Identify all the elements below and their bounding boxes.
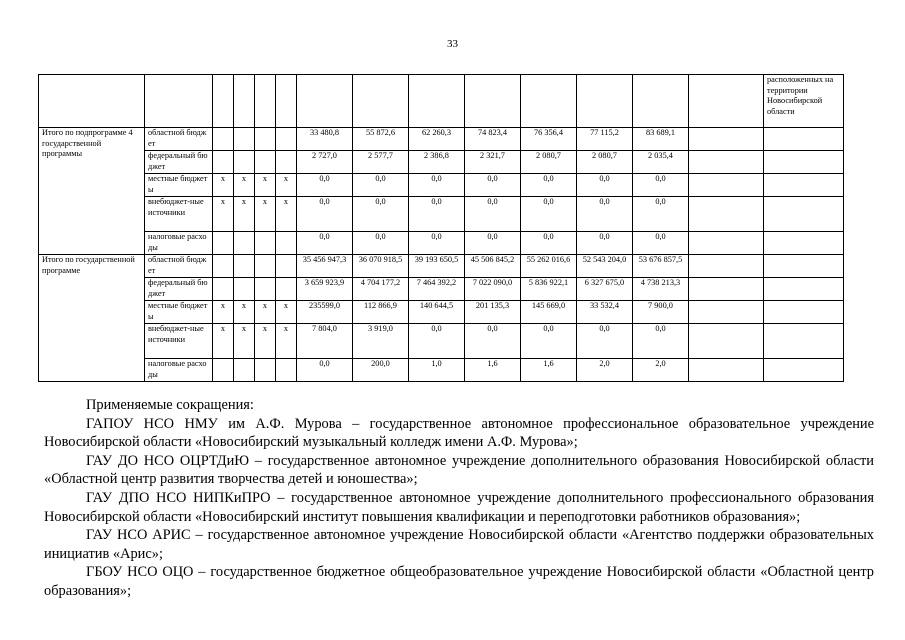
value-cell: 0,0	[409, 324, 465, 359]
table-row	[39, 324, 844, 359]
empty-cell	[764, 255, 844, 278]
funding-source: внебюджет-ные источники	[145, 324, 213, 359]
value-cell: 74 823,4	[465, 128, 521, 151]
x-mark-cell: x	[213, 324, 234, 359]
empty-cell	[689, 128, 764, 151]
value-cell: 76 356,4	[521, 128, 577, 151]
abbreviation-item: ГБОУ НСО ОЦО – государственное бюджетное общеобразовательное учреждение Новосибирской области «Областной центр образования»;	[44, 564, 874, 599]
empty-cell	[764, 278, 844, 301]
funding-source: налоговые расходы	[145, 232, 213, 255]
value-cell: 0,0	[577, 174, 633, 197]
x-mark-cell	[255, 151, 276, 174]
x-mark-cell: x	[234, 301, 255, 324]
empty-cell	[689, 197, 764, 232]
empty-cell	[764, 174, 844, 197]
x-mark-cell	[276, 151, 297, 174]
x-mark-cell	[234, 278, 255, 301]
x-mark-cell	[234, 151, 255, 174]
value-cell: 0,0	[353, 197, 409, 232]
value-cell: 36 070 918,5	[353, 255, 409, 278]
value-cell: 0,0	[465, 174, 521, 197]
value-cell: 0,0	[521, 324, 577, 359]
value-cell: 235599,0	[297, 301, 353, 324]
x-mark-cell: x	[234, 174, 255, 197]
value-cell: 39 193 650,5	[409, 255, 465, 278]
value-cell: 0,0	[353, 232, 409, 255]
value-cell: 112 866,9	[353, 301, 409, 324]
x-mark-cell: x	[213, 197, 234, 232]
table-row	[39, 255, 844, 278]
value-cell: 1,6	[521, 359, 577, 382]
value-cell: 3 659 923,9	[297, 278, 353, 301]
header-cell	[409, 75, 465, 128]
x-mark-cell	[255, 255, 276, 278]
value-cell: 2 080,7	[577, 151, 633, 174]
x-mark-cell	[255, 232, 276, 255]
value-cell: 33 532,4	[577, 301, 633, 324]
value-cell: 6 327 675,0	[577, 278, 633, 301]
x-mark-cell: x	[255, 324, 276, 359]
x-mark-cell	[276, 232, 297, 255]
x-mark-cell: x	[255, 174, 276, 197]
x-mark-cell	[255, 128, 276, 151]
value-cell: 0,0	[633, 174, 689, 197]
value-cell: 0,0	[577, 324, 633, 359]
empty-cell	[689, 301, 764, 324]
value-cell: 52 543 204,0	[577, 255, 633, 278]
table-row	[39, 174, 844, 197]
table-row	[39, 301, 844, 324]
header-cell	[234, 75, 255, 128]
value-cell: 1,6	[465, 359, 521, 382]
x-mark-cell: x	[234, 197, 255, 232]
value-cell: 0,0	[577, 197, 633, 232]
empty-cell	[764, 359, 844, 382]
empty-cell	[689, 255, 764, 278]
value-cell: 0,0	[297, 197, 353, 232]
header-cell	[633, 75, 689, 128]
header-cell	[353, 75, 409, 128]
abbreviations-heading: Применяемые сокращения:	[86, 397, 254, 413]
value-cell: 4 704 177,2	[353, 278, 409, 301]
value-cell: 2 080,7	[521, 151, 577, 174]
x-mark-cell	[234, 255, 255, 278]
value-cell: 2 321,7	[465, 151, 521, 174]
budget-table	[38, 74, 844, 382]
x-mark-cell: x	[234, 324, 255, 359]
x-mark-cell: x	[213, 301, 234, 324]
value-cell: 0,0	[633, 232, 689, 255]
value-cell: 55 872,6	[353, 128, 409, 151]
x-mark-cell	[234, 232, 255, 255]
funding-source: федеральный бюджет	[145, 278, 213, 301]
abbreviations-section	[44, 396, 874, 601]
header-cell	[577, 75, 633, 128]
value-cell: 55 262 016,6	[521, 255, 577, 278]
x-mark-cell	[276, 278, 297, 301]
header-cell	[213, 75, 234, 128]
value-cell: 140 644,5	[409, 301, 465, 324]
value-cell: 5 836 922,1	[521, 278, 577, 301]
x-mark-cell	[213, 359, 234, 382]
x-mark-cell: x	[276, 174, 297, 197]
value-cell: 0,0	[409, 232, 465, 255]
funding-source: федеральный бюджет	[145, 151, 213, 174]
table-row	[39, 278, 844, 301]
empty-cell	[689, 232, 764, 255]
x-mark-cell	[213, 151, 234, 174]
x-mark-cell	[255, 278, 276, 301]
value-cell: 62 260,3	[409, 128, 465, 151]
x-mark-cell: x	[213, 174, 234, 197]
value-cell: 0,0	[297, 359, 353, 382]
value-cell: 0,0	[521, 174, 577, 197]
header-cell	[465, 75, 521, 128]
value-cell: 77 115,2	[577, 128, 633, 151]
value-cell: 0,0	[465, 232, 521, 255]
value-cell: 2 577,7	[353, 151, 409, 174]
value-cell: 53 676 857,5	[633, 255, 689, 278]
abbreviation-item: ГАУ НСО АРИС – государственное автономное учреждение Новосибирской области «Агентство поддержки образовательных инициатив «Арис»;	[44, 527, 874, 562]
value-cell: 0,0	[521, 197, 577, 232]
value-cell: 33 480,8	[297, 128, 353, 151]
x-mark-cell: x	[255, 301, 276, 324]
value-cell: 0,0	[409, 197, 465, 232]
abbreviation-item: ГАПОУ НСО НМУ им А.Ф. Мурова – государственное автономное профессиональное образовательное учреждение Новосибирской области «Новосибирский музыкальный колледж имени А.Ф. Мурова»;	[44, 415, 874, 451]
value-cell: 0,0	[297, 174, 353, 197]
value-cell: 7 022 090,0	[465, 278, 521, 301]
value-cell: 7 900,0	[633, 301, 689, 324]
header-cell	[521, 75, 577, 128]
value-cell: 201 135,3	[465, 301, 521, 324]
x-mark-cell	[213, 255, 234, 278]
x-mark-cell	[234, 359, 255, 382]
funding-source: местные бюджеты	[145, 301, 213, 324]
value-cell: 200,0	[353, 359, 409, 382]
header-cell: расположенных на территории Новосибирской области	[764, 75, 844, 128]
page-number: 33	[447, 38, 458, 50]
x-mark-cell	[213, 232, 234, 255]
table-header-row	[39, 75, 844, 128]
x-mark-cell	[276, 128, 297, 151]
abbreviation-item: ГАУ ДО НСО ОЦРТДиЮ – государственное автономное учреждение дополнительного образования Новосибирской области «Областной центр развития творчества детей и юношества»;	[44, 452, 874, 488]
value-cell: 0,0	[633, 197, 689, 232]
x-mark-cell: x	[276, 324, 297, 359]
table-row	[39, 197, 844, 232]
empty-cell	[764, 232, 844, 255]
empty-cell	[764, 197, 844, 232]
group-label: Итого по государственной программе	[39, 255, 145, 382]
x-mark-cell	[213, 128, 234, 151]
table-row	[39, 232, 844, 255]
value-cell: 3 919,0	[353, 324, 409, 359]
header-cell	[297, 75, 353, 128]
funding-source: областной бюджет	[145, 255, 213, 278]
value-cell: 83 689,1	[633, 128, 689, 151]
empty-cell	[764, 151, 844, 174]
table-row	[39, 359, 844, 382]
empty-cell	[689, 324, 764, 359]
empty-cell	[764, 301, 844, 324]
value-cell: 2 386,8	[409, 151, 465, 174]
value-cell: 4 738 213,3	[633, 278, 689, 301]
table-row	[39, 151, 844, 174]
value-cell: 145 669,0	[521, 301, 577, 324]
value-cell: 2 727,0	[297, 151, 353, 174]
header-cell	[39, 75, 145, 128]
x-mark-cell	[276, 359, 297, 382]
value-cell: 0,0	[409, 174, 465, 197]
x-mark-cell: x	[276, 197, 297, 232]
header-cell	[145, 75, 213, 128]
x-mark-cell: x	[255, 197, 276, 232]
empty-cell	[764, 324, 844, 359]
header-cell	[276, 75, 297, 128]
value-cell: 0,0	[577, 232, 633, 255]
value-cell: 2 035,4	[633, 151, 689, 174]
value-cell: 35 456 947,3	[297, 255, 353, 278]
group-label: Итого по подпрограмме 4 государственной программы	[39, 128, 145, 255]
empty-cell	[689, 174, 764, 197]
funding-source: областной бюджет	[145, 128, 213, 151]
empty-cell	[689, 278, 764, 301]
funding-source: внебюджет-ные источники	[145, 197, 213, 232]
value-cell: 0,0	[353, 174, 409, 197]
header-cell	[689, 75, 764, 128]
value-cell: 0,0	[633, 324, 689, 359]
header-cell	[255, 75, 276, 128]
x-mark-cell	[213, 278, 234, 301]
empty-cell	[689, 359, 764, 382]
x-mark-cell	[255, 359, 276, 382]
funding-source: налоговые расходы	[145, 359, 213, 382]
value-cell: 0,0	[297, 232, 353, 255]
value-cell: 7 804,0	[297, 324, 353, 359]
table-row	[39, 128, 844, 151]
empty-cell	[689, 151, 764, 174]
funding-source: местные бюджеты	[145, 174, 213, 197]
empty-cell	[764, 128, 844, 151]
value-cell: 0,0	[465, 197, 521, 232]
value-cell: 0,0	[465, 324, 521, 359]
value-cell: 7 464 392,2	[409, 278, 465, 301]
abbreviation-item: ГАУ ДПО НСО НИПКиПРО – государственное автономное учреждение дополнительного профессионального образования Новосибирской области «Новосибирский институт повышения квалификации и переподготовки работников образования»;	[44, 489, 874, 525]
value-cell: 2,0	[577, 359, 633, 382]
value-cell: 0,0	[521, 232, 577, 255]
value-cell: 45 506 845,2	[465, 255, 521, 278]
value-cell: 2,0	[633, 359, 689, 382]
value-cell: 1,0	[409, 359, 465, 382]
x-mark-cell	[276, 255, 297, 278]
x-mark-cell: x	[276, 301, 297, 324]
x-mark-cell	[234, 128, 255, 151]
